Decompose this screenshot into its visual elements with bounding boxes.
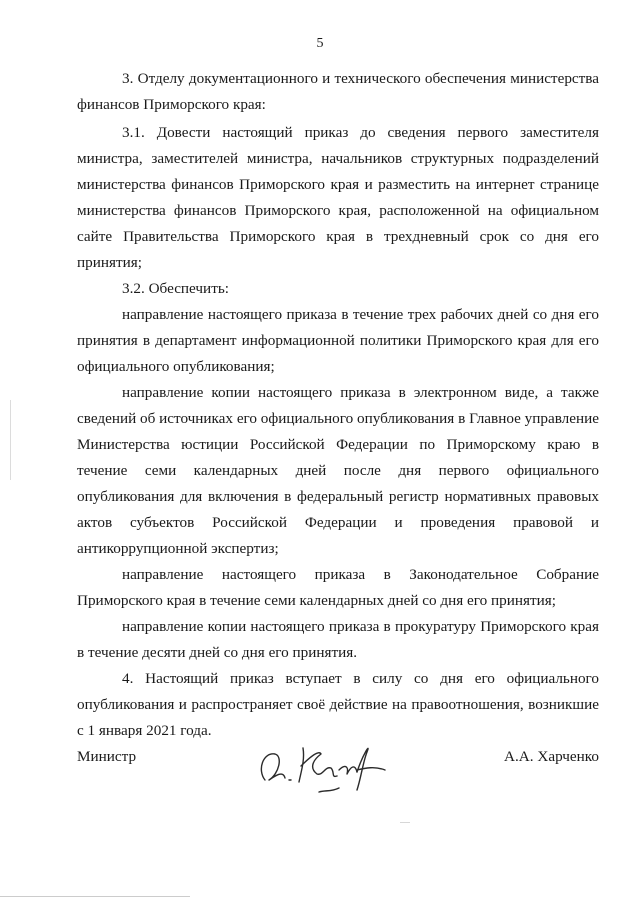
paragraph-section-3-1: 3.1. Довести настоящий приказ до сведения первого заместителя министра, заместителей министра, начальников структурных подразделений министерства финансов Приморского края и разместить на интернет странице министерства финансов Приморского края, расположенной на официальном сайте Правительства Приморского края в трехдневный срок со дня его принятия; — [77, 124, 599, 271]
paragraph-ministry-of-justice: направление копии настоящего приказа в электронном виде, а также сведений об источниках его официального опубликования в Главное управление Министерства юстиции Российской Федерации по Приморскому краю в течение семи календарных дней после дня первого официального опубликования для включения в федеральный регистр нормативных правовых актов субъектов Российской Федерации и проведения правовой и антикоррупционной экспертиз; — [77, 384, 599, 557]
handwritten-signature — [253, 730, 393, 800]
paragraph-section-3: 3. Отделу документационного и технического обеспечения министерства финансов Приморского края: — [77, 70, 599, 113]
scan-margin-mark — [10, 400, 11, 480]
signatory-position: Министр — [77, 748, 137, 765]
document-body — [77, 66, 599, 744]
paragraph-publication-direction: направление настоящего приказа в течение трех рабочих дней со дня его принятия в департамент информационной политики Приморского края для его официального опубликования; — [77, 306, 599, 375]
scan-bottom-tick — [400, 822, 410, 823]
paragraph-prosecutor: направление копии настоящего приказа в прокуратуру Приморского края в течение десяти дней со дня его принятия. — [77, 618, 599, 661]
paragraph-section-3-2: 3.2. Обеспечить: — [122, 280, 229, 297]
paragraph-legislative-assembly: направление настоящего приказа в Законодательное Собрание Приморского края в течение семи календарных дней со дня его принятия; — [77, 566, 599, 609]
scan-bottom-line — [0, 896, 190, 897]
signature-block — [77, 748, 599, 808]
signatory-name: А.А. Харченко — [504, 748, 599, 765]
page-number: 5 — [316, 36, 324, 51]
paragraph-section-4: 4. Настоящий приказ вступает в силу со дня его официального опубликования и распространяет своё действие на правоотношения, возникшие с 1 января 2021 года. — [77, 670, 599, 739]
